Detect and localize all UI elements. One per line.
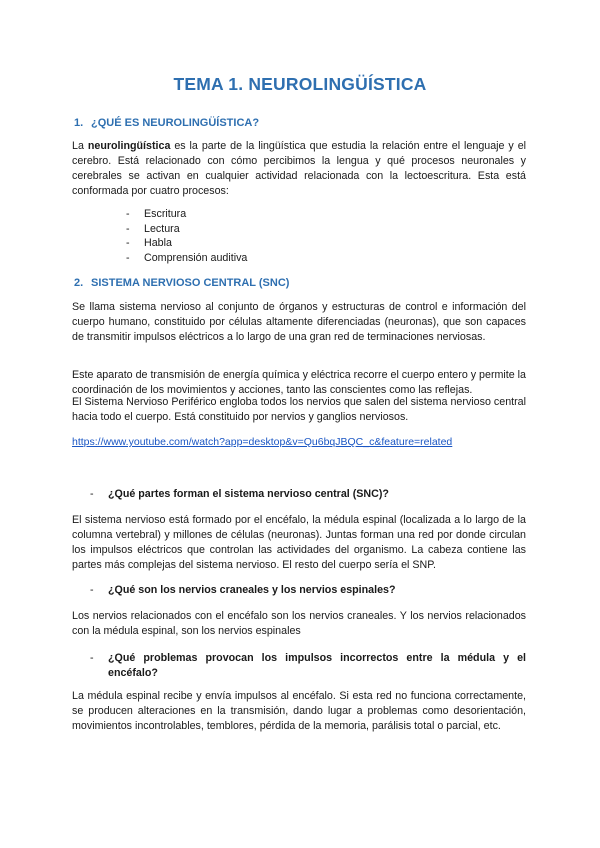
question-3: - ¿Qué problemas provocan los impulsos incorrectos entre la médula y el encéfalo? [90, 652, 526, 679]
intro-lead: La [72, 140, 88, 152]
section-2-number: 2. [74, 277, 84, 289]
section-1-heading [74, 117, 259, 129]
list-item: - Lectura [126, 222, 247, 237]
question-1-text: ¿Qué partes forman el sistema nervioso central (SNC)? [108, 488, 389, 500]
section-1-intro [72, 139, 526, 199]
answer-1: El sistema nervioso está formado por el encéfalo, la médula espinal (localizada a lo largo de la columna vertebral) y millones de células (neuronas). Juntas forman una red por donde circulan los impulsos eléctricos que controlan las actividades del organismo. La cabeza contiene las partes más complejas del sistema nervioso. El resto del cuerpo sería el SNP. [72, 514, 526, 571]
intro-bold-term: neurolingüística [87, 140, 171, 152]
section-1-number: 1. [74, 117, 84, 129]
section-2-paragraph-3: El Sistema Nervioso Periférico engloba todos los nervios que salen del sistema nervioso central hacia todo el cuerpo. Está constituido por nervios y ganglios nerviosos. [72, 396, 526, 423]
answer-3: La médula espinal recibe y envía impulsos al encéfalo. Si esta red no funciona correctamente, se producen alteraciones en la transmisión, dando lugar a problemas como desorientación, movimientos incontrolables, temblores, pérdida de la memoria, parálisis total o parcial, etc. [72, 690, 526, 732]
question-2-text: ¿Qué son los nervios craneales y los nervios espinales? [108, 584, 396, 596]
document-title: TEMA 1. NEUROLINGÜÍSTICA [173, 74, 427, 94]
section-1-title: ¿QUÉ ES NEUROLINGÜÍSTICA? [91, 117, 260, 129]
section-2-paragraph-2: Este aparato de transmisión de energía química y eléctrica recorre el cuerpo entero y permite la coordinación de los movimientos y acciones, tanto las conscientes como las reflejas. [72, 369, 526, 396]
youtube-link[interactable]: https://www.youtube.com/watch?app=desktop&v=Qu6bqJBQC_c&feature=related [72, 436, 453, 448]
question-3-text: ¿Qué problemas provocan los impulsos incorrectos entre la médula y el encéfalo? [108, 652, 526, 679]
section-2-title: SISTEMA NERVIOSO CENTRAL (SNC) [91, 277, 290, 289]
list-item: - Comprensión auditiva [126, 251, 247, 266]
list-item: - Habla [126, 236, 247, 251]
list-item: - Escritura [126, 207, 247, 222]
section-2-paragraph-1: Se llama sistema nervioso al conjunto de órganos y estructuras de control e información del cuerpo humano, constituido por células altamente diferenciadas (neuronas), que son capaces de transmitir impulsos eléctricos a lo largo de una gran red de terminaciones nerviosas. [72, 301, 526, 343]
process-list [126, 207, 247, 266]
question-2: - ¿Qué son los nervios craneales y los nervios espinales? [90, 583, 526, 598]
section-2-heading [74, 277, 289, 289]
question-1: - ¿Qué partes forman el sistema nervioso central (SNC)? [90, 487, 526, 502]
intro-rest: es la parte de la lingüística que estudia la relación entre el lenguaje y el cerebro. Está relacionado con cómo percibimos la lengua y qué procesos neuronales y cerebrales se activan en cualquier actividad relacionada con la lectoescritura. Esta está conformada por cuatro procesos: [72, 140, 527, 197]
answer-2: Los nervios relacionados con el encéfalo son los nervios craneales. Y los nervios relacionados con la médula espinal, son los nervios espinales [72, 610, 526, 637]
